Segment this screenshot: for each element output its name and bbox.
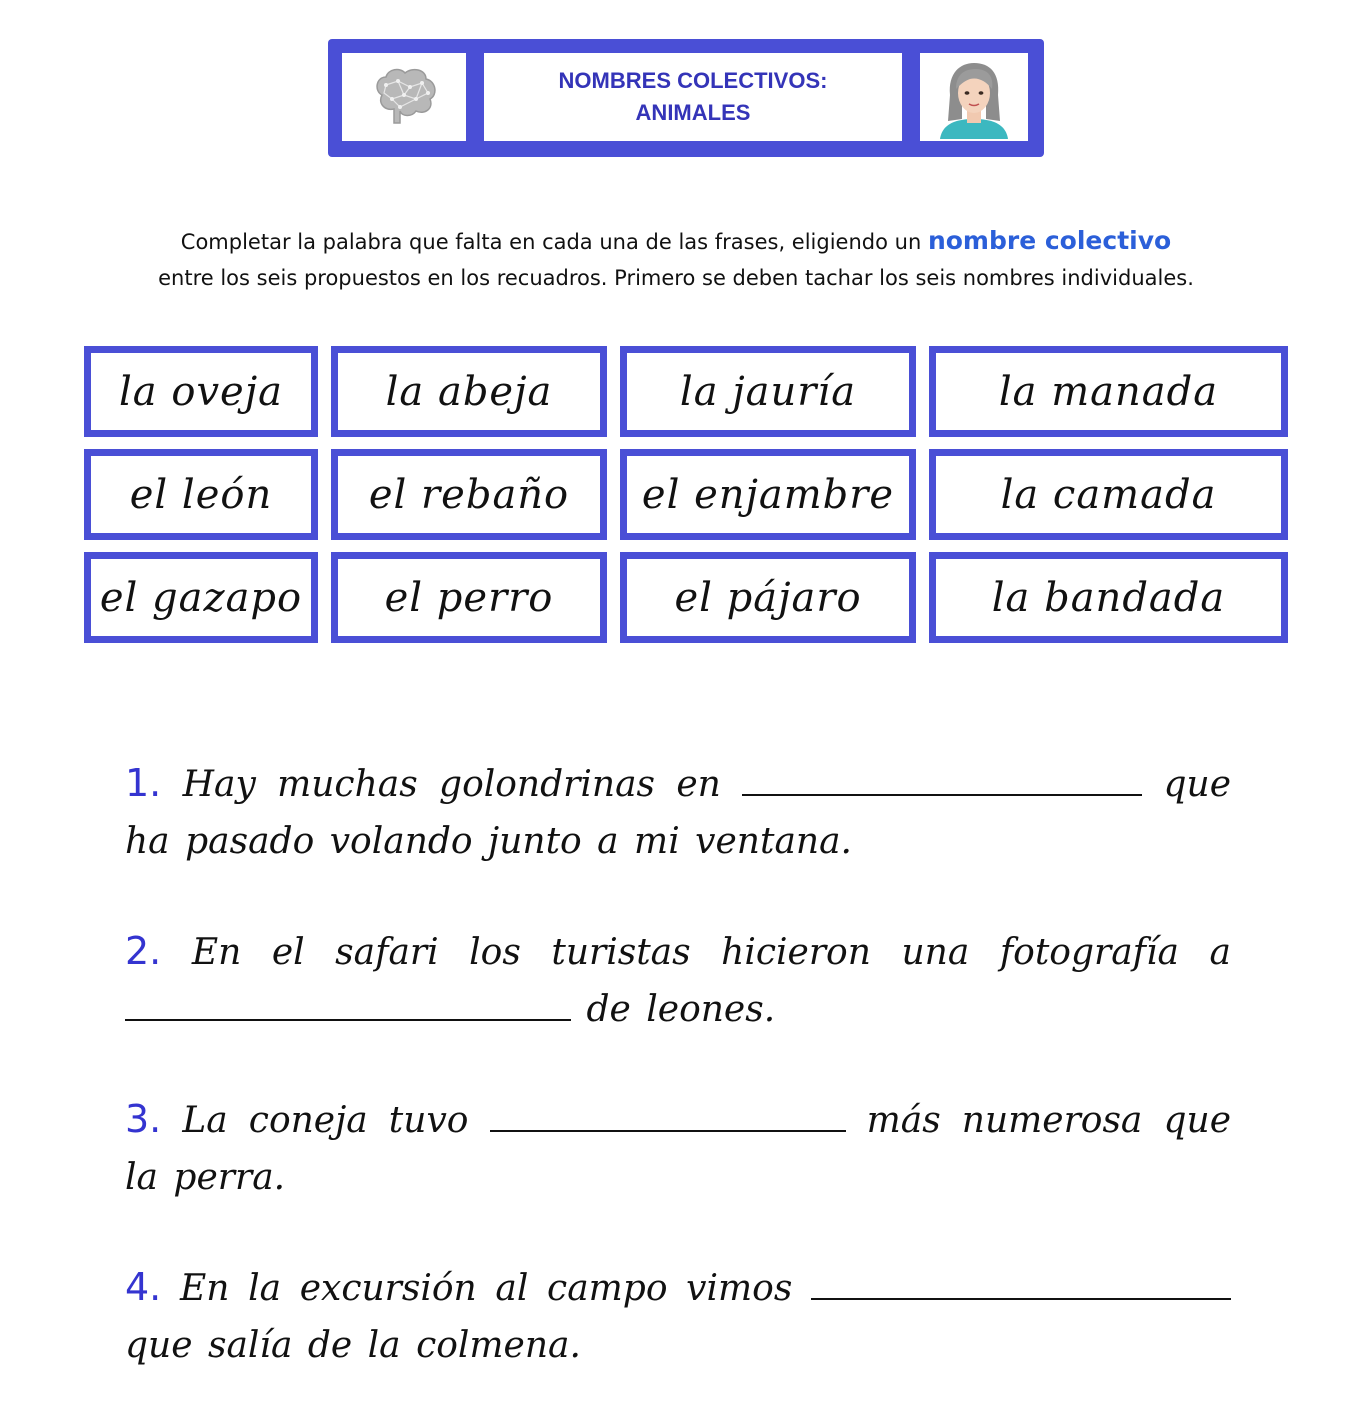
word-card[interactable]: el gazapo: [84, 552, 318, 643]
word-card[interactable]: la bandada: [929, 552, 1288, 643]
exercise-3: [125, 1091, 1231, 1206]
exercise-2: [125, 923, 1231, 1038]
exercise-text-after: de leones.: [586, 989, 776, 1030]
word-card[interactable]: el perro: [331, 552, 607, 643]
word-card[interactable]: el pájaro: [620, 552, 916, 643]
exercise-1: [125, 755, 1231, 870]
answer-blank[interactable]: [742, 764, 1142, 796]
avatar-icon: [934, 59, 1014, 139]
page-title-line2: ANIMALES: [635, 100, 751, 125]
exercise-number: 3.: [125, 1097, 162, 1141]
exercise-text-after: que ha pasado volando junto a mi ventana.: [125, 764, 1232, 862]
word-card[interactable]: la manada: [929, 346, 1288, 437]
instructions-line1: [60, 226, 1292, 255]
instructions-line2: entre los seis propuestos en los recuadros. Primero se deben tachar los seis nombres individuales.: [158, 266, 1194, 290]
instructions-text: Completar la palabra que falta en cada una de las frases, eligiendo un: [180, 230, 922, 254]
exercise-text-before: En el safari los turistas hicieron una fotografía a: [191, 932, 1231, 973]
exercise-number: 1.: [125, 761, 162, 805]
exercise-text-after: que salía de la colmena.: [125, 1325, 581, 1366]
exercise-text-before: La coneja tuvo: [182, 1100, 469, 1141]
page-title-line1: NOMBRES COLECTIVOS:: [558, 68, 828, 93]
answer-blank[interactable]: [125, 989, 571, 1021]
word-card[interactable]: la abeja: [331, 346, 607, 437]
word-card[interactable]: el enjambre: [620, 449, 916, 540]
word-card[interactable]: el rebaño: [331, 449, 607, 540]
word-card[interactable]: la jauría: [620, 346, 916, 437]
answer-blank[interactable]: [490, 1100, 846, 1132]
header-banner: [328, 39, 1044, 157]
exercise-number: 4.: [125, 1265, 162, 1309]
exercise-text-after: más numerosa que la perra.: [125, 1100, 1231, 1198]
header-left-box: [342, 53, 466, 141]
exercise-number: 2.: [125, 929, 162, 973]
brain-icon: [370, 65, 440, 129]
header-title-box: [484, 53, 902, 141]
word-card[interactable]: la camada: [929, 449, 1288, 540]
exercise-text-before: En la excursión al campo vimos: [179, 1268, 793, 1309]
word-card[interactable]: el león: [84, 449, 318, 540]
word-card[interactable]: la oveja: [84, 346, 318, 437]
exercise-text-before: Hay muchas golondrinas en: [182, 764, 721, 805]
exercise-4: [125, 1259, 1231, 1374]
instructions-highlight: nombre colectivo: [927, 226, 1172, 255]
answer-blank[interactable]: [811, 1268, 1231, 1300]
header-right-box: [920, 53, 1028, 141]
